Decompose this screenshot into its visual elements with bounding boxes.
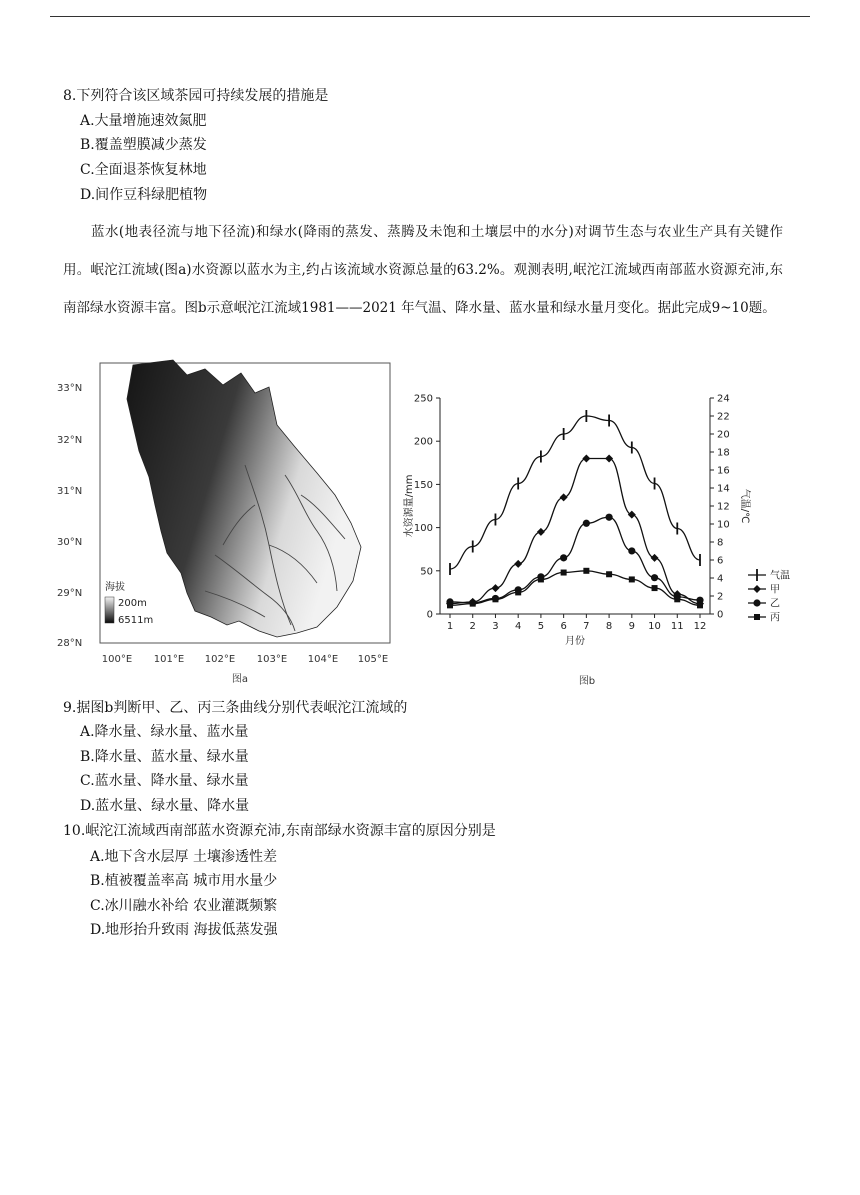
series-point xyxy=(606,571,612,577)
q10-option-b: B.植被覆盖率高 城市用水量少 xyxy=(90,873,278,889)
series-line xyxy=(450,517,700,603)
x-tick-label: 7 xyxy=(583,621,590,632)
q10-stem: 10.岷沱江流域西南部蓝水资源充沛,东南部绿水资源丰富的原因分别是 xyxy=(63,823,496,839)
y2-tick-label: 6 xyxy=(717,555,724,567)
series-point xyxy=(583,520,590,527)
y2-tick-label: 16 xyxy=(717,465,730,477)
y-tick-label: 0 xyxy=(426,609,433,621)
lon-label: 105°E xyxy=(357,654,389,665)
series-point xyxy=(605,514,612,521)
lat-label: 33°N xyxy=(57,383,83,394)
series-line xyxy=(450,571,700,606)
series-point xyxy=(560,493,568,501)
series-point xyxy=(628,547,635,554)
series-point xyxy=(582,454,590,462)
legend-title: 海拔 xyxy=(105,582,125,593)
lat-label: 30°N xyxy=(57,537,83,548)
legend-label: 甲 xyxy=(770,584,780,596)
series-point xyxy=(515,589,521,595)
y2-tick-label: 14 xyxy=(717,483,730,495)
y2-tick-label: 20 xyxy=(717,429,730,441)
lat-label: 32°N xyxy=(57,435,83,446)
figure-b xyxy=(400,382,830,690)
q8-option-b: B.覆盖塑膜减少蒸发 xyxy=(80,137,207,153)
y-tick-label: 200 xyxy=(413,436,433,448)
x-tick-label: 11 xyxy=(670,621,684,632)
series-point xyxy=(470,601,476,607)
series-point xyxy=(491,584,499,592)
legend-low: 200m xyxy=(118,598,147,609)
lon-label: 100°E xyxy=(101,654,133,665)
legend-marker xyxy=(753,585,761,593)
series-point xyxy=(537,528,545,536)
x-tick-label: 9 xyxy=(628,621,636,632)
q9-option-c: C.蓝水量、降水量、绿水量 xyxy=(80,773,249,789)
chart-legend xyxy=(748,569,790,624)
y2-tick-label: 22 xyxy=(717,411,730,423)
header-rule xyxy=(50,16,810,17)
series-point xyxy=(447,602,453,608)
series-tick xyxy=(450,410,700,575)
y-tick-label: 50 xyxy=(420,566,433,578)
y2-tick-label: 10 xyxy=(717,519,730,531)
figure-a-caption: 图a xyxy=(231,674,249,685)
y2-axis-label: 气温/℃ xyxy=(739,488,750,524)
passage xyxy=(63,213,783,327)
y-axis-label: 水资源量/mm xyxy=(404,474,415,538)
y-tick-label: 250 xyxy=(413,393,433,405)
series-point xyxy=(605,454,613,462)
x-tick-label: 1 xyxy=(446,621,454,632)
series-point xyxy=(560,554,567,561)
q9-option-d: D.蓝水量、绿水量、降水量 xyxy=(80,798,250,814)
x-axis-label: 月份 xyxy=(565,636,585,647)
q10-option-d: D.地形抬升致雨 海拔低蒸发强 xyxy=(90,922,278,938)
series-point xyxy=(651,554,659,562)
legend-marker xyxy=(753,599,760,606)
lat-label: 31°N xyxy=(57,486,83,497)
x-tick-label: 6 xyxy=(560,621,567,632)
series-point xyxy=(697,602,703,608)
longitude-labels xyxy=(102,654,388,665)
chart-series xyxy=(446,410,704,608)
y2-tick-label: 12 xyxy=(717,501,730,513)
series-point xyxy=(561,570,567,576)
y-tick-label: 100 xyxy=(413,523,433,535)
q9-option-a: A.降水量、绿水量、蓝水量 xyxy=(80,724,249,740)
x-tick-label: 12 xyxy=(693,621,707,632)
series-line xyxy=(450,416,700,569)
lon-label: 103°E xyxy=(256,654,288,665)
figure-a xyxy=(55,355,400,690)
legend-high: 6511m xyxy=(118,615,154,626)
x-tick-label: 10 xyxy=(648,621,661,632)
series-point xyxy=(492,596,498,602)
passage-text: 蓝水(地表径流与地下径流)和绿水(降雨的蒸发、蒸腾及未饱和土壤层中的水分)对调节生态与农业生产具有关键作用。岷沱江流域(图a)水资源以蓝水为主,约占该流域水资源总量的63.2%。观测表明,岷沱江流域西南部蓝水资源充沛,东南部绿水资源丰富。图b示意岷沱江流域1981——2021 年气温、降水量、蓝水量和绿水量月变化。据此完成9~10题。 xyxy=(63,224,783,316)
x-tick-label: 8 xyxy=(605,621,613,632)
series-point xyxy=(514,560,522,568)
lat-label: 28°N xyxy=(57,638,83,649)
lat-label: 29°N xyxy=(57,588,83,599)
latitude-labels xyxy=(57,383,82,649)
figure-b-chart xyxy=(400,382,830,690)
y2-tick-label: 18 xyxy=(717,447,730,459)
legend-label: 丙 xyxy=(770,612,780,624)
lon-label: 102°E xyxy=(204,654,236,665)
x-tick-label: 4 xyxy=(514,621,522,632)
x-tick-label: 5 xyxy=(537,621,545,632)
x-tick-label: 2 xyxy=(469,621,476,632)
q9-option-b: B.降水量、蓝水量、绿水量 xyxy=(80,749,249,765)
q9-stem: 9.据图b判断甲、乙、丙三条曲线分别代表岷沱江流域的 xyxy=(63,700,408,716)
legend-label: 乙 xyxy=(770,598,780,610)
series-point xyxy=(538,576,544,582)
figure-b-caption: 图b xyxy=(578,676,596,687)
lon-label: 104°E xyxy=(307,654,339,665)
figure-a-map xyxy=(55,355,400,690)
y2-tick-label: 24 xyxy=(717,393,730,405)
legend-label: 气温 xyxy=(770,570,790,582)
q8-option-d: D.间作豆科绿肥植物 xyxy=(80,187,208,203)
series-point xyxy=(629,576,635,582)
x-tick-label: 3 xyxy=(492,621,499,632)
q10-option-c: C.冰川融水补给 农业灌溉频繁 xyxy=(90,898,278,914)
lon-label: 101°E xyxy=(153,654,185,665)
legend-ramp xyxy=(105,597,114,623)
y2-tick-label: 0 xyxy=(717,609,724,621)
series-point xyxy=(652,585,658,591)
y2-tick-label: 8 xyxy=(717,537,724,549)
q8-option-a: A.大量增施速效氮肥 xyxy=(80,113,207,129)
series-point xyxy=(651,574,658,581)
y2-tick-label: 2 xyxy=(717,591,724,603)
legend-marker xyxy=(754,614,760,620)
q8-stem: 8.下列符合该区域茶园可持续发展的措施是 xyxy=(63,88,329,104)
q8-option-c: C.全面退茶恢复林地 xyxy=(80,162,207,178)
series-point xyxy=(583,568,589,574)
series-point xyxy=(628,511,636,519)
q10-option-a: A.地下含水层厚 土壤渗透性差 xyxy=(90,849,278,865)
series-point xyxy=(674,596,680,602)
y2-tick-label: 4 xyxy=(717,573,724,585)
y-tick-label: 150 xyxy=(413,479,433,491)
